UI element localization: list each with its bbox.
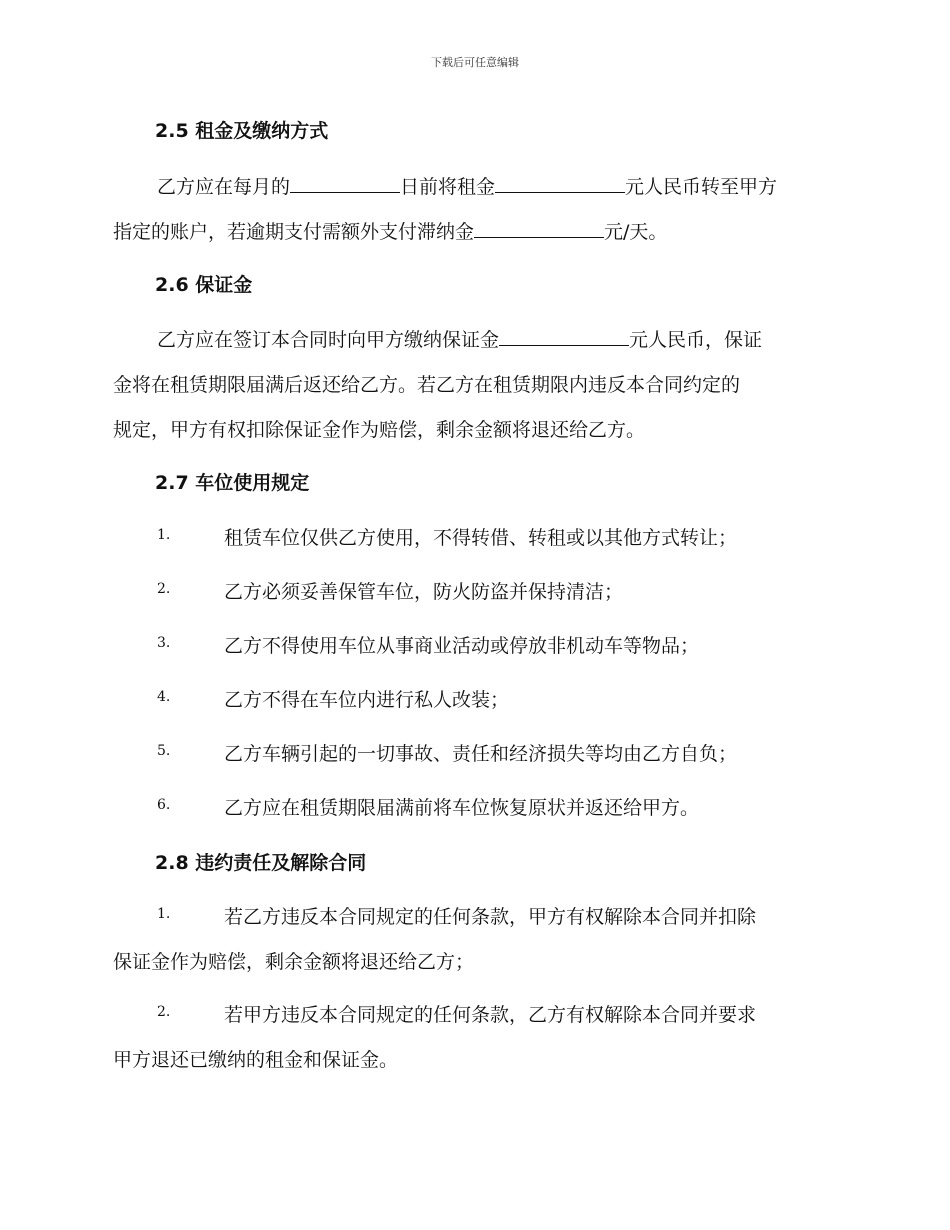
rent-text-1b: 日前将租金: [400, 176, 496, 198]
list-item-number: 3.: [157, 635, 171, 651]
list-item-number: 2.: [157, 1004, 171, 1020]
list-item-text: 乙方不得在车位内进行私人改装；: [224, 689, 510, 711]
section-title-2-5: 2.5 租金及缴纳方式: [155, 120, 329, 142]
rent-text-2b: 元/天。: [604, 221, 668, 243]
payment-day-blank[interactable]: [290, 176, 400, 193]
deposit-paragraph-line-3: 规定，甲方有权扣除保证金作为赔偿，剩余金额将退还给乙方。: [113, 419, 646, 441]
section-title-2-6: 2.6 保证金: [155, 274, 253, 296]
list-item-number: 6.: [157, 797, 171, 813]
list-item-text: 租赁车位仅供乙方使用，不得转借、转租或以其他方式转让；: [224, 527, 738, 549]
list-item-number: 1.: [157, 906, 171, 922]
deposit-paragraph-line-2: 金将在租赁期限届满后返还给乙方。若乙方在租赁期限内违反本合同约定的: [113, 374, 741, 396]
list-item-text-line-1: 若甲方违反本合同规定的任何条款，乙方有权解除本合同并要求: [224, 1004, 757, 1026]
list-item-text: 乙方应在租赁期限届满前将车位恢复原状并返还给甲方。: [224, 797, 700, 819]
list-item-number: 5.: [157, 743, 171, 759]
late-fee-blank[interactable]: [474, 221, 604, 238]
deposit-amount-blank[interactable]: [499, 329, 629, 346]
list-item-text-line-2: 甲方退还已缴纳的租金和保证金。: [113, 1049, 399, 1071]
section-title-2-7: 2.7 车位使用规定: [155, 472, 310, 494]
rent-text-1a: 乙方应在每月的: [157, 176, 291, 198]
list-item-text-line-2: 保证金作为赔偿，剩余金额将退还给乙方；: [113, 951, 475, 973]
rent-text-2a: 指定的账户，若逾期支付需额外支付滞纳金: [113, 221, 475, 243]
page-header-note: 下载后可任意编辑: [431, 56, 519, 69]
section-title-2-8: 2.8 违约责任及解除合同: [155, 852, 367, 874]
rent-text-1c: 元人民币转至甲方: [625, 176, 778, 198]
list-item-number: 4.: [157, 689, 171, 705]
deposit-text-1a: 乙方应在签订本合同时向甲方缴纳保证金: [157, 329, 500, 351]
rent-paragraph-line-1: [157, 172, 777, 199]
list-item-text: 乙方车辆引起的一切事故、责任和经济损失等均由乙方自负；: [224, 743, 738, 765]
deposit-text-1b: 元人民币，保证: [629, 329, 763, 351]
list-item-number: 1.: [157, 527, 171, 543]
rent-paragraph-line-2: [113, 217, 667, 244]
list-item-number: 2.: [157, 581, 171, 597]
list-item-text: 乙方必须妥善保管车位，防火防盗并保持清洁；: [224, 581, 624, 603]
deposit-paragraph-line-1: [157, 325, 762, 352]
list-item-text-line-1: 若乙方违反本合同规定的任何条款，甲方有权解除本合同并扣除: [224, 906, 757, 928]
list-item-text: 乙方不得使用车位从事商业活动或停放非机动车等物品；: [224, 635, 700, 657]
rent-amount-blank[interactable]: [495, 176, 625, 193]
